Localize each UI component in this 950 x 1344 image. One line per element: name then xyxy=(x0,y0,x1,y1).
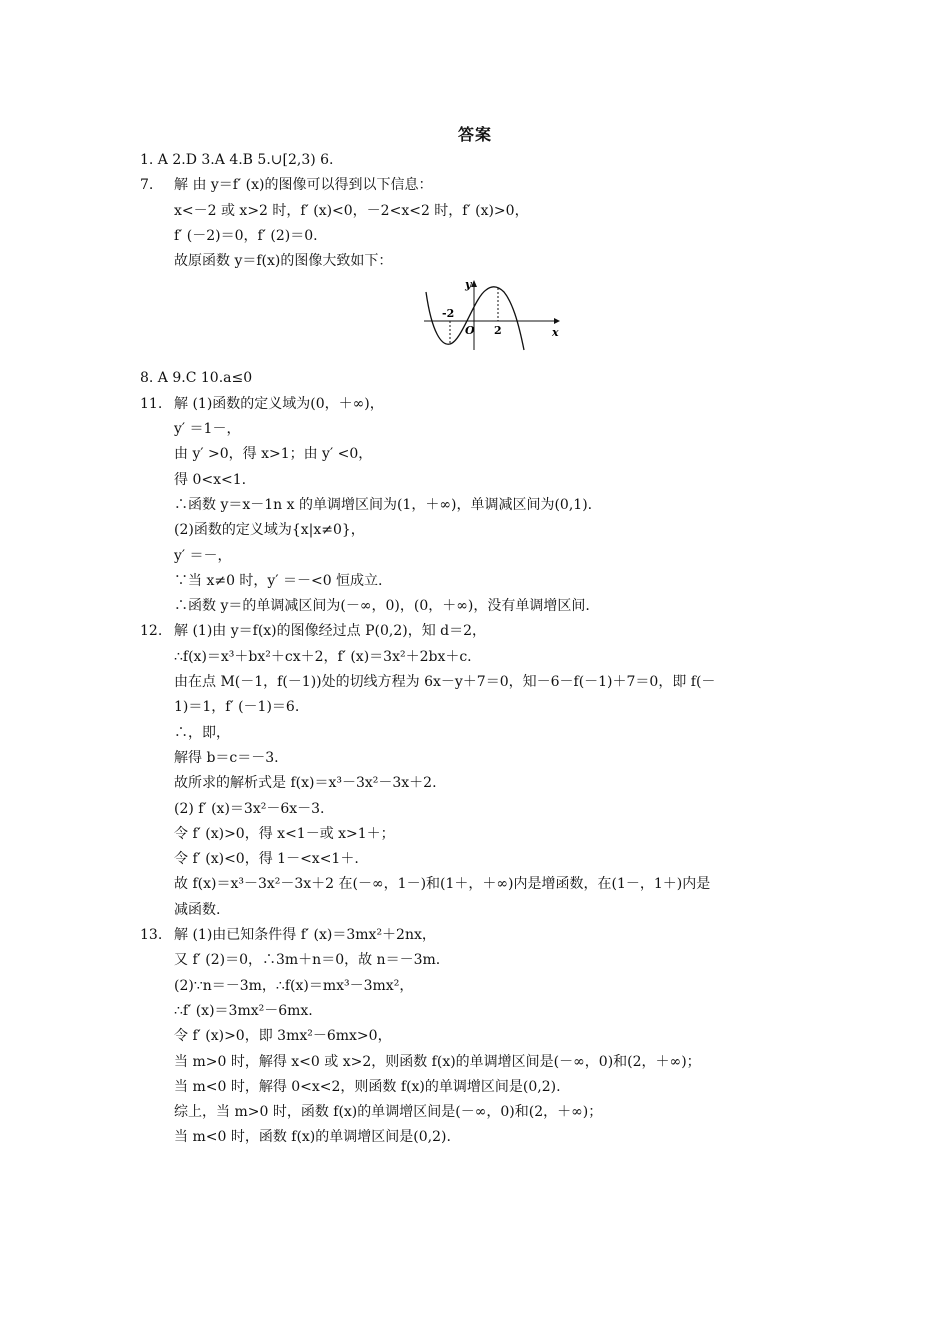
y-axis-arrow xyxy=(471,280,477,287)
q12-system: ∴，即， xyxy=(174,724,230,741)
q7-graph-row xyxy=(140,274,830,366)
q7-graph-intro: 故原函数 y＝f(x)的图像大致如下： xyxy=(174,253,393,270)
neg2-tick-label: -2 xyxy=(442,307,455,321)
q11-derivative-1: y′ ＝1－， xyxy=(174,421,241,438)
answers-1-6: 1. A 2.D 3.A 4.B 5.∪[2,3) 6. xyxy=(140,152,334,168)
q7-line xyxy=(140,173,830,198)
x-axis-label: x xyxy=(552,326,559,340)
q13-number: 13. xyxy=(140,927,163,944)
q13-derivative-2: ∴f′ (x)＝3mx²－6mx. xyxy=(174,1002,313,1019)
q12-number: 12. xyxy=(140,623,163,640)
q12-tangent-2: 1)＝1，f′ (－1)＝6. xyxy=(174,699,300,716)
q12-point: 解 (1)由 y＝f(x)的图像经过点 P(0,2)，知 d＝2， xyxy=(174,623,487,640)
answers-8-10: 8. A 9.C 10.a≤0 xyxy=(140,370,253,387)
q12-expression: 故所求的解析式是 f(x)＝x³－3x²－3x＋2. xyxy=(174,775,437,792)
q12-function: ∴f(x)＝x³＋bx²＋cx＋2，f′ (x)＝3x²＋2bx＋c. xyxy=(174,648,472,665)
q11-domain-1: 解 (1)函数的定义域为(0，＋∞)， xyxy=(174,395,384,412)
q13-inequality: 令 f′ (x)>0，即 3mx²－6mx>0， xyxy=(174,1028,392,1045)
q11-domain-2: (2)函数的定义域为{x|x≠0}， xyxy=(174,522,365,539)
q13-summary-2: 当 m<0 时，函数 f(x)的单调增区间是(0,2). xyxy=(174,1129,451,1146)
origin-label: O xyxy=(465,324,475,338)
function-graph xyxy=(418,278,563,354)
q12-line xyxy=(140,619,830,644)
q11-sign-2: 得 0<x<1. xyxy=(174,471,247,488)
q12-derivative: (2) f′ (x)＝3x²－6x－3. xyxy=(174,800,325,817)
q12-conclusion-1: 故 f(x)＝x³－3x²－3x＋2 在(－∞，1－)和(1＋，＋∞)内是增函数，在(1－，1＋)内是 xyxy=(174,876,711,893)
q7-zeros: f′ (－2)＝0，f′ (2)＝0. xyxy=(174,227,318,244)
q12-increasing: 令 f′ (x)>0，得 x<1－或 x>1＋； xyxy=(174,825,395,842)
x-axis-arrow xyxy=(554,318,560,324)
q12-tangent-1: 由在点 M(－1，f(－1))处的切线方程为 6x－y＋7＝0，知－6－f(－1)＋7＝0，即 f(－ xyxy=(174,674,716,691)
q7-sign-info: x<－2 或 x>2 时，f′ (x)<0，－2<x<2 时，f′ (x)>0， xyxy=(174,202,529,219)
curve xyxy=(426,287,524,350)
q12-decreasing: 令 f′ (x)<0，得 1－<x<1＋. xyxy=(174,851,359,868)
q11-line xyxy=(140,392,830,417)
q11-monotonic-1: ∴函数 y＝x－1n x 的单调增区间为(1，＋∞)，单调减区间为(0,1). xyxy=(174,496,593,513)
q12-conclusion-2: 减函数. xyxy=(174,901,221,918)
q13-summary-1: 综上，当 m>0 时，函数 f(x)的单调增区间是(－∞，0)和(2，＋∞)； xyxy=(174,1104,603,1121)
q13-derivative: 解 (1)由已知条件得 f′ (x)＝3mx²＋2nx， xyxy=(174,927,436,944)
q7-number: 7. xyxy=(140,177,154,194)
q11-sign-3: ∵当 x≠0 时，y′ ＝－<0 恒成立. xyxy=(174,572,383,589)
q11-monotonic-2: ∴函数 y＝的单调减区间为(－∞，0)，(0，＋∞)，没有单调增区间. xyxy=(174,598,590,615)
q11-derivative-2: y′ ＝－， xyxy=(174,547,232,564)
page-title: 答案 xyxy=(457,125,492,144)
q13-case-negative: 当 m<0 时，解得 0<x<2，则函数 f(x)的单调增区间是(0,2). xyxy=(174,1078,561,1095)
q11-number: 11. xyxy=(140,395,163,412)
pos2-tick-label: 2 xyxy=(494,324,502,338)
q7-solution-intro: 解 由 y＝f′ (x)的图像可以得到以下信息： xyxy=(174,177,433,194)
q13-condition: 又 f′ (2)＝0，∴3m＋n＝0，故 n＝－3m. xyxy=(174,952,441,969)
y-axis-label: y xyxy=(465,278,472,292)
answer-content xyxy=(140,148,830,1151)
q12-solution: 解得 b＝c＝－3. xyxy=(174,749,279,766)
q11-sign-1: 由 y′ >0，得 x>1；由 y′ <0， xyxy=(174,446,373,463)
q13-line xyxy=(140,923,830,948)
q13-case-positive: 当 m>0 时，解得 x<0 或 x>2，则函数 f(x)的单调增区间是(－∞，0)和(2，＋∞)； xyxy=(174,1053,701,1070)
q13-function: (2)∵n＝－3m，∴f(x)＝mx³－3mx²， xyxy=(174,977,414,994)
